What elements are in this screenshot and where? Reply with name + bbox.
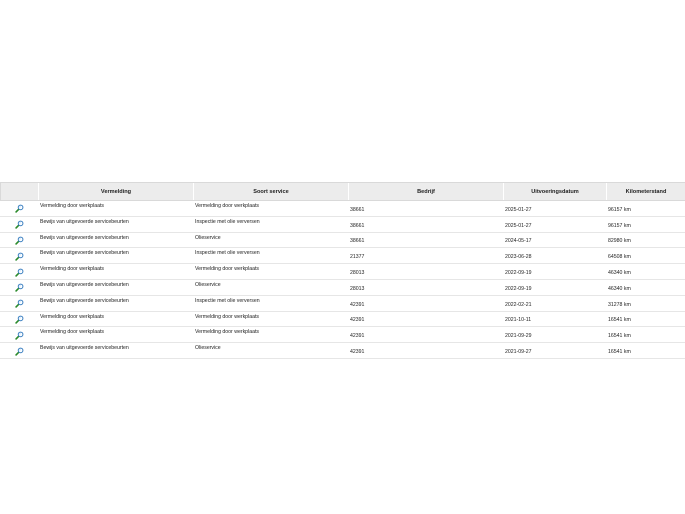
cell-uitvoeringsdatum: 2022-09-19 [504, 279, 607, 295]
table-row[interactable] [1, 201, 685, 217]
cell-bedrijf: 38661 [349, 216, 504, 232]
table-row[interactable] [1, 216, 685, 232]
table-row[interactable] [1, 343, 685, 359]
cell-kilometerstand: 96157 km [607, 201, 685, 217]
cell-vermelding: Vermelding door werkplaats [39, 201, 194, 217]
table-row[interactable] [1, 279, 685, 295]
cell-uitvoeringsdatum: 2022-02-21 [504, 295, 607, 311]
table-header-row [1, 183, 685, 201]
table-row[interactable] [1, 327, 685, 343]
cell-uitvoeringsdatum: 2021-09-29 [504, 327, 607, 343]
cell-bedrijf: 42391 [349, 311, 504, 327]
table-row[interactable] [1, 232, 685, 248]
table-row[interactable] [1, 248, 685, 264]
cell-vermelding: Bewijs van uitgevoerde servicebeurten [39, 216, 194, 232]
table-row[interactable] [1, 264, 685, 280]
cell-soort-service: Vermelding door werkplaats [194, 327, 349, 343]
cell-kilometerstand: 82980 km [607, 232, 685, 248]
view-details-button[interactable] [1, 279, 39, 295]
magnifier-icon[interactable] [15, 222, 24, 228]
table-row[interactable] [1, 311, 685, 327]
magnifier-icon[interactable] [15, 238, 24, 244]
cell-uitvoeringsdatum: 2021-09-27 [504, 343, 607, 359]
magnifier-icon[interactable] [15, 333, 24, 339]
cell-kilometerstand: 31278 km [607, 295, 685, 311]
cell-bedrijf: 28013 [349, 264, 504, 280]
cell-soort-service: Inspectie met olie verversen [194, 295, 349, 311]
cell-kilometerstand: 64508 km [607, 248, 685, 264]
cell-uitvoeringsdatum: 2025-01-27 [504, 216, 607, 232]
cell-bedrijf: 42391 [349, 327, 504, 343]
magnifier-icon[interactable] [15, 269, 24, 275]
cell-bedrijf: 42391 [349, 295, 504, 311]
cell-bedrijf: 42391 [349, 343, 504, 359]
cell-vermelding: Vermelding door werkplaats [39, 311, 194, 327]
cell-kilometerstand: 46340 km [607, 264, 685, 280]
cell-kilometerstand: 46340 km [607, 279, 685, 295]
table-body [1, 201, 685, 359]
view-details-button[interactable] [1, 264, 39, 280]
cell-soort-service: Olieservice [194, 343, 349, 359]
cell-vermelding: Bewijs van uitgevoerde servicebeurten [39, 248, 194, 264]
magnifier-icon[interactable] [15, 285, 24, 291]
magnifier-icon[interactable] [15, 348, 24, 354]
cell-bedrijf: 38661 [349, 201, 504, 217]
cell-kilometerstand: 16541 km [607, 327, 685, 343]
cell-soort-service: Olieservice [194, 232, 349, 248]
header-soort-service[interactable]: Soort service [194, 183, 349, 201]
cell-soort-service: Vermelding door werkplaats [194, 201, 349, 217]
cell-uitvoeringsdatum: 2024-05-17 [504, 232, 607, 248]
view-details-button[interactable] [1, 343, 39, 359]
magnifier-icon[interactable] [15, 317, 24, 323]
cell-soort-service: Inspectie met olie verversen [194, 216, 349, 232]
cell-bedrijf: 38661 [349, 232, 504, 248]
view-details-button[interactable] [1, 216, 39, 232]
service-history-table-wrapper [0, 182, 685, 359]
magnifier-icon[interactable] [15, 206, 24, 212]
cell-uitvoeringsdatum: 2021-10-11 [504, 311, 607, 327]
cell-soort-service: Olieservice [194, 279, 349, 295]
cell-vermelding: Bewijs van uitgevoerde servicebeurten [39, 232, 194, 248]
view-details-button[interactable] [1, 201, 39, 217]
cell-kilometerstand: 16541 km [607, 343, 685, 359]
view-details-button[interactable] [1, 248, 39, 264]
cell-soort-service: Vermelding door werkplaats [194, 311, 349, 327]
cell-vermelding: Bewijs van uitgevoerde servicebeurten [39, 279, 194, 295]
cell-soort-service: Inspectie met olie verversen [194, 248, 349, 264]
magnifier-icon[interactable] [15, 254, 24, 260]
header-icon-column [1, 183, 39, 201]
cell-uitvoeringsdatum: 2023-06-28 [504, 248, 607, 264]
cell-kilometerstand: 16541 km [607, 311, 685, 327]
cell-soort-service: Vermelding door werkplaats [194, 264, 349, 280]
header-uitvoeringsdatum[interactable]: Uitvoeringsdatum [504, 183, 607, 201]
cell-vermelding: Vermelding door werkplaats [39, 264, 194, 280]
cell-bedrijf: 28013 [349, 279, 504, 295]
header-kilometerstand[interactable]: Kilometerstand [607, 183, 685, 201]
header-vermelding[interactable]: Vermelding [39, 183, 194, 201]
cell-vermelding: Bewijs van uitgevoerde servicebeurten [39, 343, 194, 359]
cell-kilometerstand: 96157 km [607, 216, 685, 232]
table-row[interactable] [1, 295, 685, 311]
cell-uitvoeringsdatum: 2022-09-19 [504, 264, 607, 280]
view-details-button[interactable] [1, 232, 39, 248]
view-details-button[interactable] [1, 311, 39, 327]
cell-uitvoeringsdatum: 2025-01-27 [504, 201, 607, 217]
cell-vermelding: Vermelding door werkplaats [39, 327, 194, 343]
cell-bedrijf: 21377 [349, 248, 504, 264]
view-details-button[interactable] [1, 295, 39, 311]
cell-vermelding: Bewijs van uitgevoerde servicebeurten [39, 295, 194, 311]
magnifier-icon[interactable] [15, 301, 24, 307]
header-bedrijf[interactable]: Bedrijf [349, 183, 504, 201]
service-history-table [0, 182, 685, 359]
view-details-button[interactable] [1, 327, 39, 343]
